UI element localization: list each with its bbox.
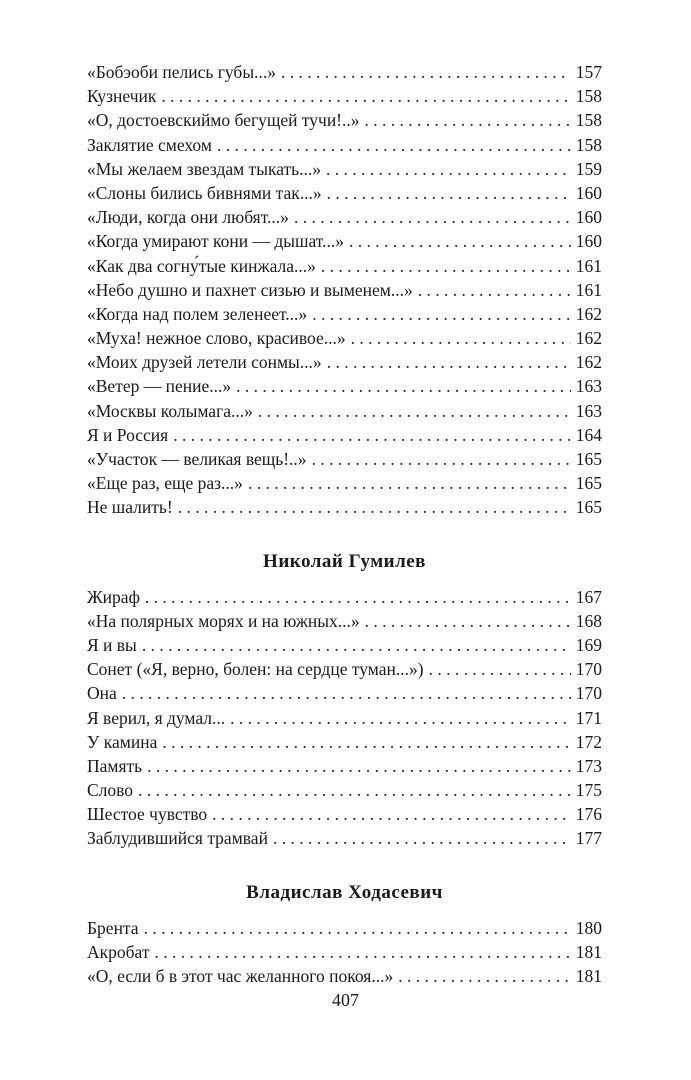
toc-entry-title: «Бобэоби пелись губы...» <box>87 62 276 82</box>
table-of-contents <box>87 60 602 988</box>
toc-entry-page: 162 <box>575 303 602 324</box>
toc-entry <box>87 657 602 681</box>
toc-entry-title: У камина <box>87 731 158 752</box>
toc-entry-page: 164 <box>575 424 602 445</box>
toc-entry-page: 158 <box>575 110 602 131</box>
toc-entry-page: 176 <box>575 804 602 825</box>
dot-leader <box>281 60 571 84</box>
toc-entry <box>87 399 602 423</box>
toc-entry-title: «О, если б в этот час желанного покоя...» <box>87 966 394 986</box>
dot-leader <box>349 229 571 253</box>
toc-entry-page: 161 <box>575 255 602 276</box>
dot-leader <box>351 326 571 350</box>
toc-entry <box>87 60 602 84</box>
toc-entry-page: 170 <box>575 659 602 680</box>
toc-entry-title: Она <box>87 683 117 704</box>
toc-entry-title: Жираф <box>87 586 140 607</box>
page-number: 407 <box>332 990 359 1010</box>
toc-entry-page: 168 <box>575 610 602 631</box>
toc-entry <box>87 609 602 633</box>
toc-entry-page: 163 <box>575 400 602 421</box>
dot-leader <box>138 778 571 802</box>
toc-entry <box>87 940 602 964</box>
toc-entry-title: Кузнечик <box>87 86 157 107</box>
toc-entry-title: «Москвы колымага...» <box>87 400 253 421</box>
toc-entry <box>87 278 602 302</box>
toc-entry-title: Акробат <box>87 941 150 962</box>
dot-leader <box>145 585 571 609</box>
toc-entry-title: Память <box>87 755 143 776</box>
toc-entry-page: 173 <box>575 755 602 776</box>
toc-entry-title: Я верил, я думал... <box>87 707 226 728</box>
toc-entry-title: «На полярных морях и на южных...» <box>87 610 360 631</box>
toc-entry-title: «Небо душно и пахнет сизью и выменем...» <box>87 279 413 300</box>
toc-entry <box>87 802 602 826</box>
toc-entry-title: Заблудившийся трамвай <box>87 828 268 849</box>
toc-entry-page: 161 <box>575 279 602 300</box>
toc-entry-page: 165 <box>575 449 602 469</box>
toc-entry <box>87 84 602 108</box>
toc-entry-title: Сонет («Я, верно, болен: на сердце туман...») <box>87 659 424 680</box>
toc-entry-page: 169 <box>575 634 602 655</box>
toc-entry-title: «Слоны бились бивнями так...» <box>87 182 322 203</box>
author-heading-khodasevich: Владислав Ходасевич <box>246 881 443 903</box>
toc-entry-page: 163 <box>575 376 602 397</box>
toc-entry <box>87 205 602 229</box>
toc-section-khodasevich <box>87 916 602 989</box>
toc-entry <box>87 826 602 850</box>
toc-entry <box>87 633 602 657</box>
toc-entry-page: 165 <box>575 473 602 494</box>
toc-entry-title: Заклятие смехом <box>87 134 212 155</box>
toc-entry-page: 160 <box>575 207 602 228</box>
toc-entry-page: 177 <box>575 828 602 849</box>
dot-leader <box>212 802 571 826</box>
toc-entry-title: Слово <box>87 780 134 801</box>
toc-entry-page: 160 <box>575 231 602 252</box>
toc-entry-page: 158 <box>575 134 602 155</box>
toc-entry <box>87 730 602 754</box>
toc-entry <box>87 302 602 326</box>
dot-leader <box>147 754 571 778</box>
toc-entry <box>87 447 602 471</box>
toc-entry <box>87 181 602 205</box>
dot-leader <box>365 609 571 633</box>
dot-leader <box>327 181 571 205</box>
toc-entry-title: «Когда умирают кони — дышат...» <box>87 231 344 252</box>
dot-leader <box>398 964 571 988</box>
dot-leader <box>173 423 571 447</box>
dot-leader <box>429 657 571 681</box>
toc-entry-page: 170 <box>575 683 602 704</box>
toc-entry <box>87 706 602 730</box>
toc-entry <box>87 108 602 132</box>
toc-entry-page: 162 <box>575 328 602 349</box>
toc-entry-page: 175 <box>575 780 602 801</box>
toc-entry-title: «Как два согну́тые кинжала...» <box>87 255 316 276</box>
dot-leader <box>230 706 571 730</box>
toc-entry-page: 165 <box>575 497 602 518</box>
toc-entry-page: 181 <box>575 941 602 962</box>
toc-entry <box>87 754 602 778</box>
dot-leader <box>273 826 571 850</box>
toc-entry-page: 171 <box>575 707 602 728</box>
toc-entry-page: 181 <box>575 966 602 986</box>
toc-entry-title: «Люди, когда они любят...» <box>87 207 289 228</box>
dot-leader <box>258 399 571 423</box>
dot-leader <box>365 108 571 132</box>
toc-entry <box>87 681 602 705</box>
toc-entry <box>87 133 602 157</box>
toc-entry-title: «Когда над полем зеленеет...» <box>87 303 308 324</box>
toc-entry <box>87 350 602 374</box>
toc-section-khlebnikov <box>87 60 602 520</box>
dot-leader <box>326 157 571 181</box>
toc-entry-page: 158 <box>575 86 602 107</box>
dot-leader <box>142 633 571 657</box>
toc-entry <box>87 254 602 278</box>
dot-leader <box>312 447 571 471</box>
toc-entry <box>87 374 602 398</box>
dot-leader <box>161 84 570 108</box>
toc-entry <box>87 964 602 988</box>
toc-entry <box>87 916 602 940</box>
toc-entry <box>87 495 602 519</box>
toc-entry <box>87 778 602 802</box>
dot-leader <box>312 302 571 326</box>
dot-leader <box>294 205 571 229</box>
toc-entry <box>87 326 602 350</box>
toc-entry-title: Шестое чувство <box>87 804 208 825</box>
dot-leader <box>178 495 571 519</box>
toc-entry-title: «Еще раз, еще раз...» <box>87 473 243 494</box>
toc-entry <box>87 157 602 181</box>
toc-entry-title: «О, достоевскиймо бегущей тучи!..» <box>87 110 360 131</box>
toc-entry <box>87 585 602 609</box>
toc-entry <box>87 423 602 447</box>
dot-leader <box>321 254 571 278</box>
toc-entry-title: Не шалить! <box>87 497 173 518</box>
toc-entry-page: 172 <box>575 731 602 752</box>
toc-entry-title: Брента <box>87 917 139 938</box>
toc-entry-page: 160 <box>575 182 602 203</box>
toc-entry-page: 167 <box>575 586 602 607</box>
toc-entry-title: «Мы желаем звездам тыкать...» <box>87 158 322 179</box>
author-heading-gumilev: Николай Гумилев <box>263 550 426 572</box>
toc-entry-title: Я и Россия <box>87 424 169 445</box>
dot-leader <box>122 681 571 705</box>
dot-leader <box>236 374 571 398</box>
toc-entry-title: «Моих друзей летели сонмы...» <box>87 352 322 373</box>
dot-leader <box>155 940 571 964</box>
dot-leader <box>327 350 571 374</box>
dot-leader <box>248 471 571 495</box>
toc-entry-title: Я и вы <box>87 634 137 655</box>
toc-section-gumilev <box>87 585 602 851</box>
dot-leader <box>162 730 570 754</box>
toc-entry-page: 162 <box>575 352 602 373</box>
toc-entry-title: «Ветер — пение...» <box>87 376 232 397</box>
dot-leader <box>418 278 571 302</box>
toc-entry-title: «Муха! нежное слово, красивое...» <box>87 328 346 349</box>
toc-entry-page: 159 <box>575 158 602 179</box>
dot-leader <box>217 133 571 157</box>
toc-entry-page: 157 <box>575 62 602 82</box>
toc-entry <box>87 229 602 253</box>
toc-entry <box>87 471 602 495</box>
dot-leader <box>144 916 571 940</box>
toc-entry-page: 180 <box>575 917 602 938</box>
toc-entry-title: «Участок — великая вещь!..» <box>87 449 307 469</box>
